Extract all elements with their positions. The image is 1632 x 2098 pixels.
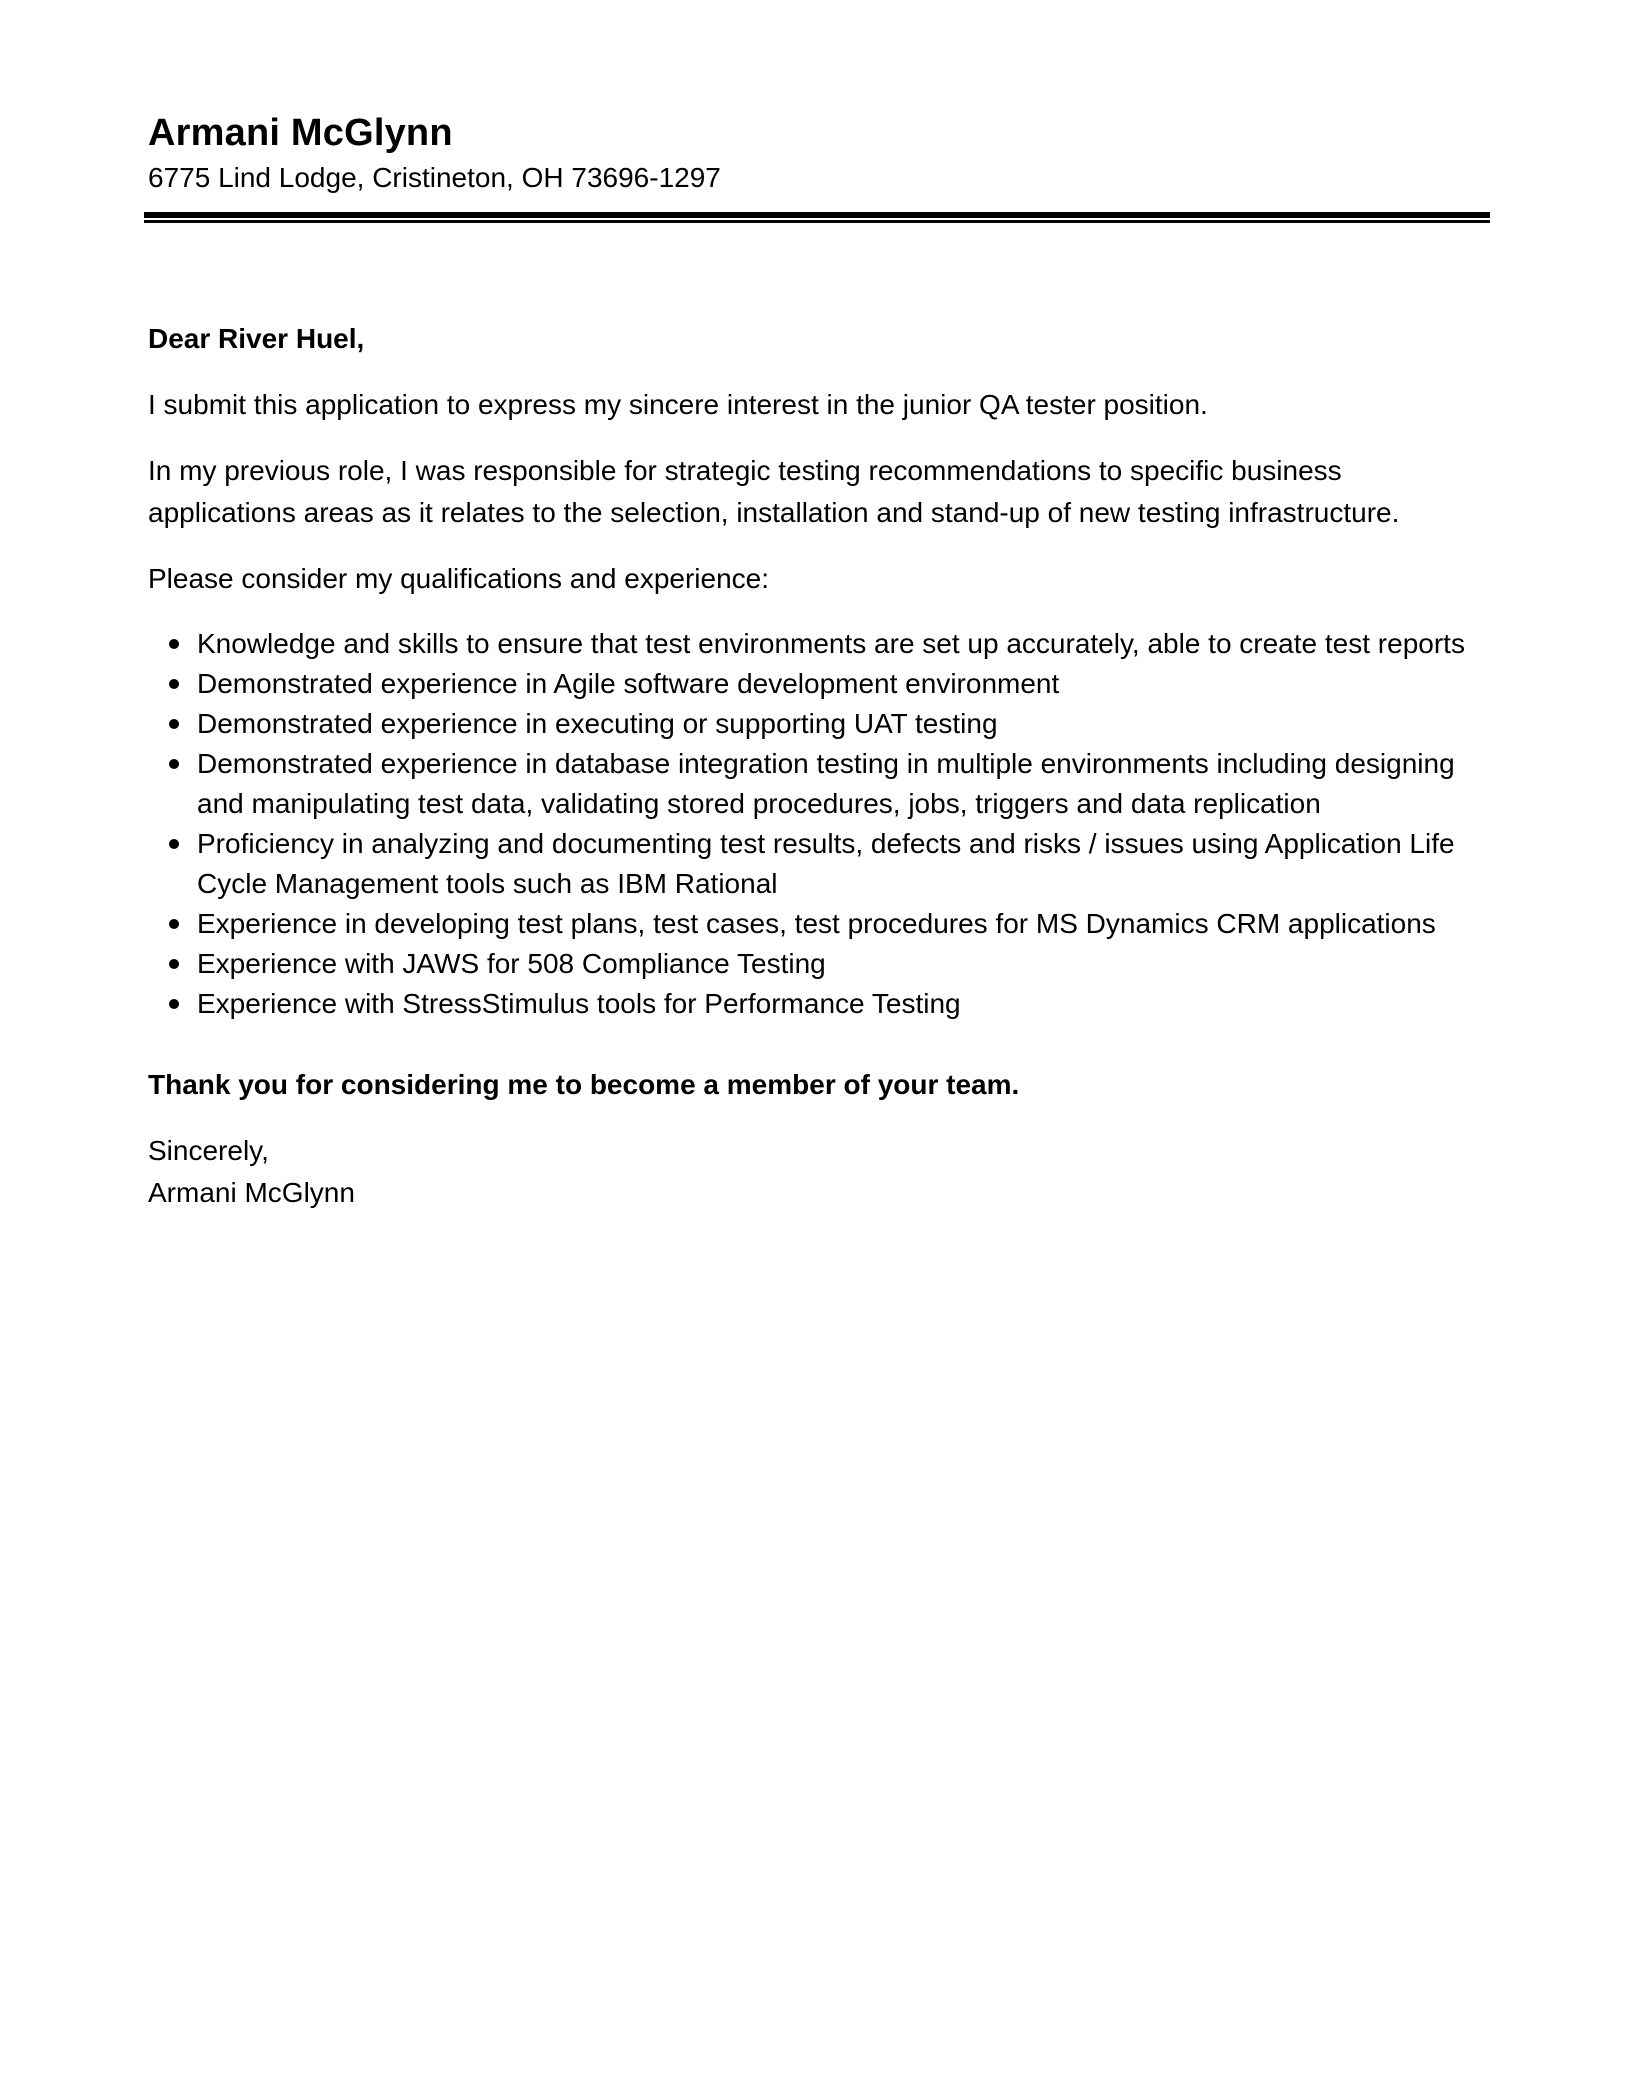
- qualification-text: Demonstrated experience in executing or supporting UAT testing: [197, 708, 998, 739]
- bullet-icon: [169, 919, 179, 929]
- qualification-item: [148, 624, 1488, 664]
- qualification-text: Knowledge and skills to ensure that test environments are set up accurately, able to create test reports: [197, 628, 1465, 659]
- qualification-text: Demonstrated experience in database integration testing in multiple environments including designing and manipulating test data, validating stored procedures, jobs, triggers and data replication: [197, 748, 1455, 819]
- letter-header: [148, 110, 1488, 198]
- letter-body: [148, 318, 1488, 1214]
- bullet-icon: [169, 679, 179, 689]
- bullet-icon: [169, 759, 179, 769]
- qualification-item: [148, 664, 1488, 704]
- qualification-item: [148, 704, 1488, 744]
- qualifications-lead: Please consider my qualifications and experience:: [148, 563, 770, 594]
- bullet-icon: [169, 639, 179, 649]
- header-divider-thick: [144, 212, 1490, 218]
- bullet-icon: [169, 839, 179, 849]
- bullet-icon: [169, 959, 179, 969]
- qualifications-list: [148, 624, 1488, 1024]
- intro-paragraph: I submit this application to express my sincere interest in the junior QA tester position.: [148, 389, 1208, 420]
- qualification-item: [148, 904, 1488, 944]
- valediction: Sincerely,: [148, 1135, 269, 1166]
- bullet-icon: [169, 999, 179, 1009]
- qualification-text: Demonstrated experience in Agile software development environment: [197, 668, 1060, 699]
- previous-role-paragraph: In my previous role, I was responsible for strategic testing recommendations to specific business applications areas as it relates to the selection, installation and stand-up of new testing infrastructure.: [148, 455, 1400, 528]
- qualification-item: [148, 984, 1488, 1024]
- qualification-text: Experience with JAWS for 508 Compliance Testing: [197, 948, 826, 979]
- sender-name: Armani McGlynn: [148, 112, 453, 154]
- closing-statement: Thank you for considering me to become a member of your team.: [148, 1069, 1020, 1100]
- bullet-icon: [169, 719, 179, 729]
- header-divider-thin: [144, 220, 1490, 223]
- salutation: Dear River Huel,: [148, 323, 365, 354]
- signoff-block: [148, 1130, 1488, 1214]
- qualification-item: [148, 824, 1488, 904]
- qualification-item: [148, 744, 1488, 824]
- qualification-text: Experience in developing test plans, test cases, test procedures for MS Dynamics CRM applications: [197, 908, 1436, 939]
- sender-address: 6775 Lind Lodge, Cristineton, OH 73696-1297: [148, 162, 721, 193]
- qualification-item: [148, 944, 1488, 984]
- qualification-text: Proficiency in analyzing and documenting test results, defects and risks / issues using Application Life Cycle Management tools such as IBM Rational: [197, 828, 1455, 899]
- qualification-text: Experience with StressStimulus tools for Performance Testing: [197, 988, 961, 1019]
- signature-name: Armani McGlynn: [148, 1177, 355, 1208]
